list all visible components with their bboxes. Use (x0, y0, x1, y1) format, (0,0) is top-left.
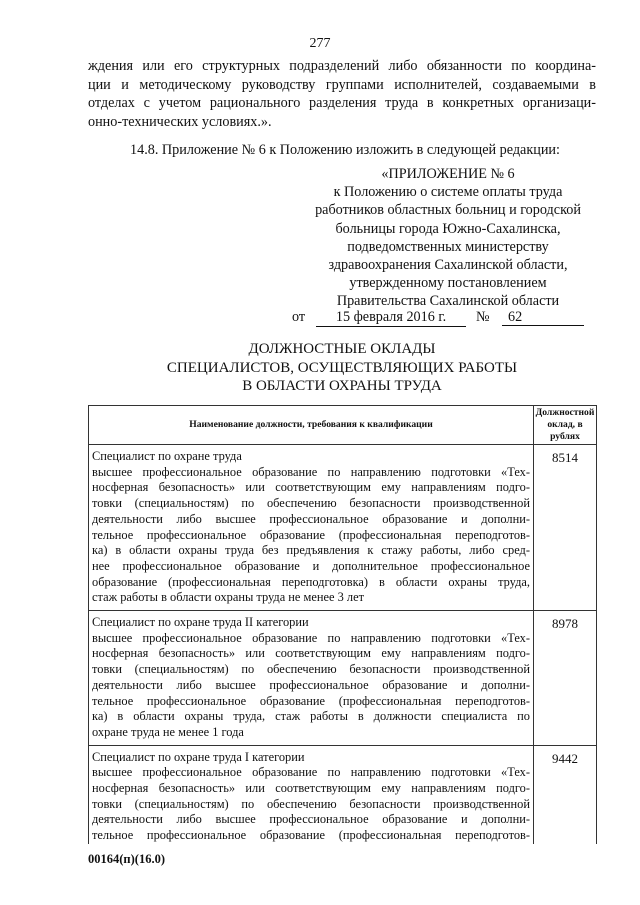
intro-line: онно-технических условиях.». (88, 113, 272, 130)
desc-line: тельное профессиональное образование (профессиональная переподготов- (92, 527, 530, 542)
title-line: СПЕЦИАЛИСТОВ, ОСУЩЕСТВЛЯЮЩИХ РАБОТЫ (166, 359, 518, 376)
table-row (89, 745, 597, 844)
desc-line: высшее профессиональное образование по направлению подготовки «Тех- (92, 630, 530, 645)
header-salary: Должностной оклад, в рублях (534, 406, 597, 445)
desc-line: носферная безопасность» или соответствующим ему направлениям подго- (92, 781, 530, 796)
desc-line: носферная безопасность» или соответствующим ему направлениям подго- (92, 480, 530, 495)
desc-line: носферная безопасность» или соответствующим ему направлениям подго- (92, 646, 530, 661)
salary-table (88, 405, 597, 844)
table-row (89, 445, 597, 611)
intro-line: ждения или его структурных подразделений либо обязанности по координа- (88, 58, 596, 74)
appendix-line: подведомственных министерству (347, 238, 549, 255)
salary-value: 8978 (534, 611, 597, 746)
position-description (89, 445, 534, 611)
desc-line: Специалист по охране труда (92, 449, 242, 463)
desc-line: нее профессиональное образование и дополнительное профессиональное (92, 558, 530, 573)
resolution-line (292, 309, 592, 329)
desc-line: товки (специальностям) по обеспечению безопасности производственной (92, 662, 530, 677)
desc-line: деятельности либо высшее профессиональное образование и дополни- (92, 812, 530, 827)
salary-value: 9442 (534, 745, 597, 844)
appendix-line: больницы города Южно-Сахалинска, (335, 220, 561, 237)
appendix-line: «ПРИЛОЖЕНИЕ № 6 (381, 166, 515, 182)
header-position: Наименование должности, требования к квалификации (89, 406, 534, 445)
desc-line: высшее профессиональное образование по направлению подготовки «Тех- (92, 464, 530, 479)
desc-line: товки (специальностям) по обеспечению безопасности производственной (92, 796, 530, 811)
salary-value: 8514 (534, 445, 597, 611)
intro-line: ции и методическому руководству группами исполнителей, создаваемыми в (88, 76, 596, 93)
desc-line: Специалист по охране труда II категории (92, 615, 309, 630)
appendix-line: здравоохранения Сахалинской области, (328, 257, 568, 274)
appendix-line: утвержденному постановлением (349, 275, 547, 292)
title-line: В ОБЛАСТИ ОХРАНЫ ТРУДА (242, 378, 442, 394)
desc-line: ка) в области охраны труда без предъявления к стажу работы, либо сред- (92, 543, 530, 558)
desc-line: охране труда не менее 1 года (92, 724, 244, 739)
table-header-row (89, 406, 597, 445)
page-number: 277 (309, 36, 331, 51)
table-row (89, 611, 597, 746)
appendix-header (300, 165, 596, 311)
item-14-8: 14.8. Приложение № 6 к Положению изложить в следующей редакции: (130, 142, 560, 158)
position-description (89, 745, 534, 844)
title-line: ДОЛЖНОСТНЫЕ ОКЛАДЫ (248, 341, 436, 357)
desc-line: тельное профессиональное образование (профессиональная переподготов- (92, 693, 530, 708)
position-description (89, 611, 534, 746)
appendix-line: работников областных больниц и городской (315, 202, 581, 219)
number-label: № (476, 309, 490, 325)
document-code: 00164(п)(16.0) (88, 852, 165, 866)
intro-paragraph (88, 57, 596, 131)
section-title (88, 340, 596, 396)
desc-line: высшее профессиональное образование по направлению подготовки «Тех- (92, 765, 530, 780)
desc-line: деятельности либо высшее профессиональное образование и дополни- (92, 511, 530, 526)
from-label: от (292, 309, 306, 325)
resolution-date: 15 февраля 2016 г. (316, 309, 466, 327)
desc-line: товки (специальностям) по обеспечению безопасности производственной (92, 496, 530, 511)
desc-line: ка) в области охраны труда, стаж работы в должности специалиста по (92, 709, 530, 724)
desc-line: образование (профессиональная переподготовка) в области охраны труда, (92, 574, 530, 589)
desc-line: тельное профессиональное образование (профессиональная переподготов- (92, 828, 530, 843)
desc-line: деятельности либо высшее профессиональное образование и дополни- (92, 677, 530, 692)
intro-line: отделах с учетом рационального разделения труда в конкретных организаци- (88, 95, 596, 111)
appendix-line: Правительства Сахалинской области (336, 293, 560, 310)
appendix-line: к Положению о системе оплаты труда (333, 184, 563, 201)
desc-line: Специалист по охране труда I категории (92, 749, 305, 764)
desc-line: стаж работы в области охраны труда не менее 3 лет (92, 590, 364, 605)
resolution-number: 62 (502, 309, 584, 326)
